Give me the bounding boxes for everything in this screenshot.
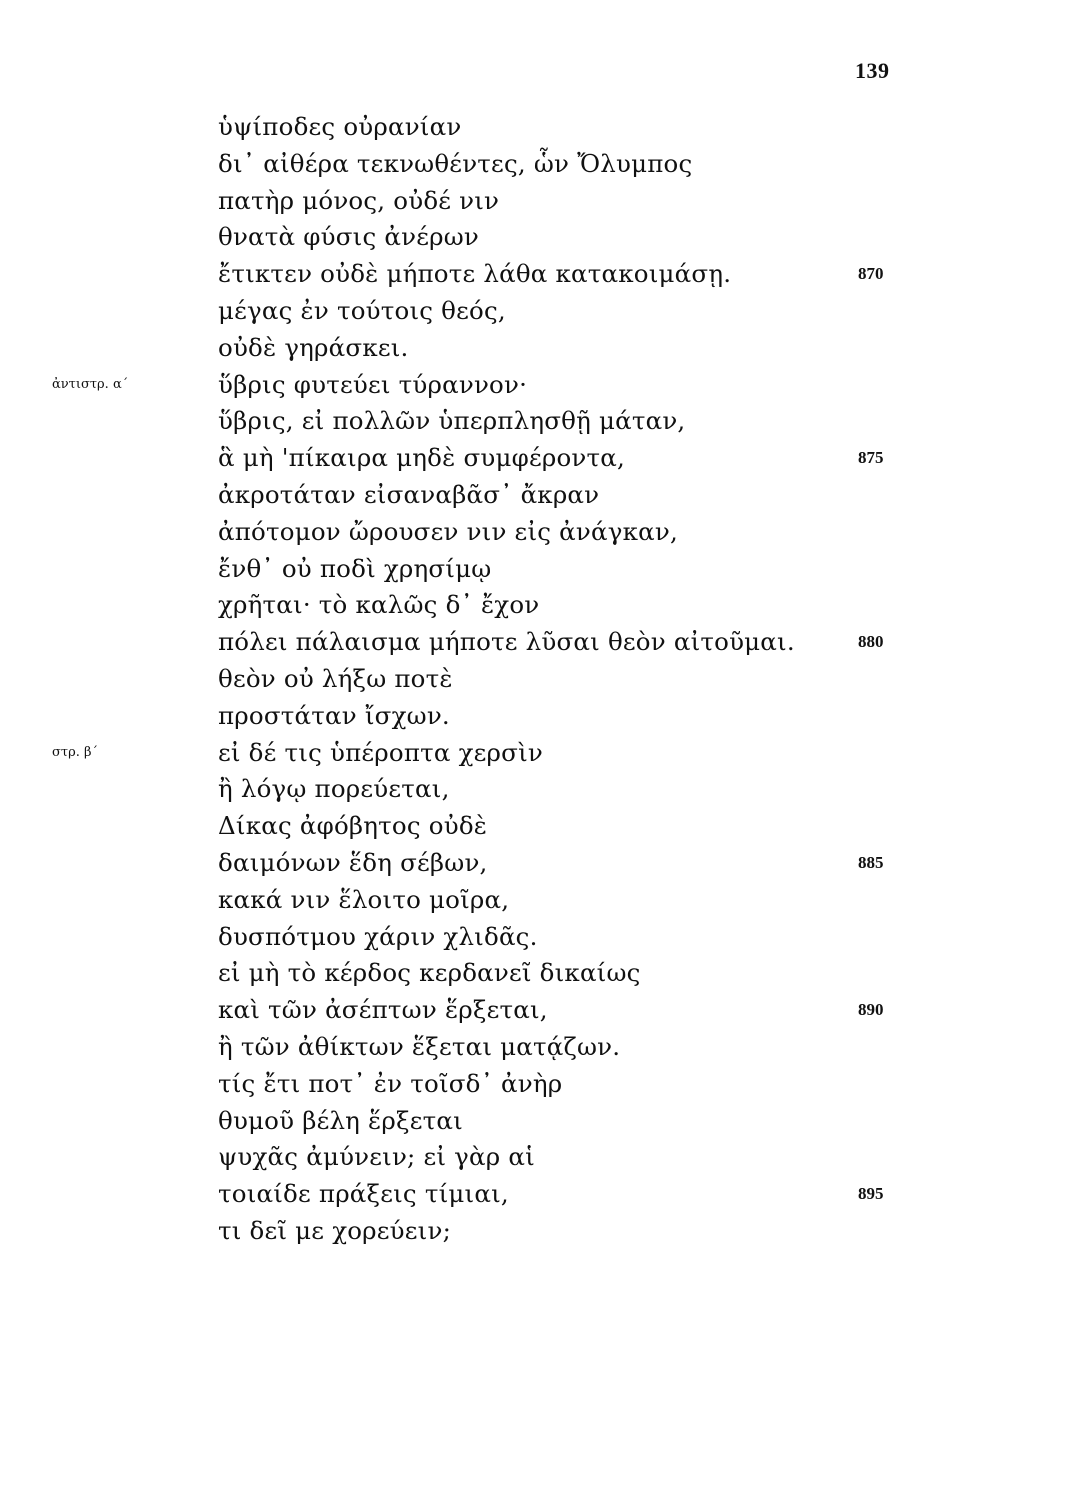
verse-line [0,1176,1065,1213]
line-number: 870 [858,264,884,284]
verse-line [0,1139,1065,1176]
line-number: 885 [858,852,884,872]
verse-line [0,403,1065,440]
verse-line [0,698,1065,735]
verse-text: ἢ λόγῳ πορεύεται, [218,774,450,804]
verse-line [0,735,1065,772]
verse-text: μέγας ἐν τούτοις θεός, [218,295,506,325]
verse-text: θεὸν οὐ λήξω ποτὲ [218,663,453,693]
verse-text: προστάταν ἴσχων. [218,700,450,730]
line-number: 875 [858,448,884,468]
verse-line [0,771,1065,808]
verse-line [0,845,1065,882]
verse-lines [0,109,1065,1250]
verse-text: ὕβρις φυτεύει τύραννον· [218,369,528,399]
verse-line [0,1103,1065,1140]
verse-text: πατὴρ μόνος, οὐδέ νιν [218,185,500,215]
verse-line [0,882,1065,919]
verse-text: ὑψίποδες οὐρανίαν [218,112,462,141]
verse-text: τι δεῖ με χορεύειν; [218,1215,452,1245]
strophe-marker: στρ. β´ [52,744,98,760]
verse-line [0,587,1065,624]
verse-text: ἢ τῶν ἀθίκτων ἕξεται ματᾴζων. [218,1031,621,1061]
verse-line [0,146,1065,183]
strophe-marker: ἀντιστρ. α´ [52,376,129,392]
verse-line [0,109,1065,146]
verse-line [0,955,1065,992]
verse-text: ἀπότομον ὤρουσεν νιν εἰς ἀνάγκαν, [218,516,678,546]
verse-line [0,551,1065,588]
verse-line [0,514,1065,551]
verse-text: κακά νιν ἕλοιτο μοῖρα, [218,884,510,914]
line-number: 880 [858,632,884,652]
verse-text: τίς ἔτι ποτ᾽ ἐν τοῖσδ᾽ ἀνὴρ [218,1068,563,1098]
verse-line [0,440,1065,477]
verse-text: ἃ μὴ 'πίκαιρα μηδὲ συμφέροντα, [218,443,625,473]
verse-line [0,992,1065,1029]
verse-line [0,919,1065,956]
verse-text: οὐδὲ γηράσκει. [218,332,409,362]
verse-text: θνατὰ φύσις ἀνέρων [218,222,479,252]
verse-line [0,293,1065,330]
verse-text: χρῆται· τὸ καλῶς δ᾽ ἔχον [218,590,540,620]
verse-line [0,1213,1065,1250]
verse-text: εἰ δέ τις ὑπέροπτα χερσὶν [218,737,543,767]
verse-text: θυμοῦ βέλη ἕρξεται [218,1105,463,1135]
verse-line [0,661,1065,698]
verse-line [0,330,1065,367]
verse-text: δι᾽ αἰθέρα τεκνωθέντες, ὧν Ὄλυμπος [218,148,693,178]
verse-text: δαιμόνων ἕδη σέβων, [218,847,488,877]
verse-line [0,219,1065,256]
verse-text: δυσπότμου χάριν χλιδᾶς. [218,921,538,951]
verse-line [0,624,1065,661]
verse-text: τοιαίδε πράξεις τίμιαι, [218,1179,509,1209]
verse-line [0,1066,1065,1103]
page-number: 139 [855,58,890,83]
verse-text: καὶ τῶν ἀσέπτων ἕρξεται, [218,995,548,1025]
verse-text: ἔτικτεν οὐδὲ μήποτε λάθα κατακοιμάσῃ. [218,259,732,289]
verse-text: ἔνθ᾽ οὐ ποδὶ χρησίμῳ [218,553,492,583]
verse-text: ὕβρις, εἰ πολλῶν ὑπερπλησθῇ μάταν, [218,406,686,436]
line-number: 890 [858,1000,884,1020]
line-number: 895 [858,1184,884,1204]
verse-text: ψυχᾶς ἀμύνειν; εἰ γὰρ αἱ [218,1142,535,1172]
verse-line [0,256,1065,293]
verse-line [0,808,1065,845]
verse-line [0,477,1065,514]
verse-text: εἰ μὴ τὸ κέρδος κερδανεῖ δικαίως [218,958,641,988]
verse-text: πόλει πάλαισμα μήποτε λῦσαι θεὸν αἰτοῦμαι. [218,627,795,657]
verse-line [0,1029,1065,1066]
verse-text: ἀκροτάταν εἰσαναβᾶσ᾽ ἄκραν [218,479,600,509]
verse-line [0,367,1065,404]
verse-text: Δίκας ἀφόβητος οὐδὲ [218,811,488,841]
verse-line [0,183,1065,220]
